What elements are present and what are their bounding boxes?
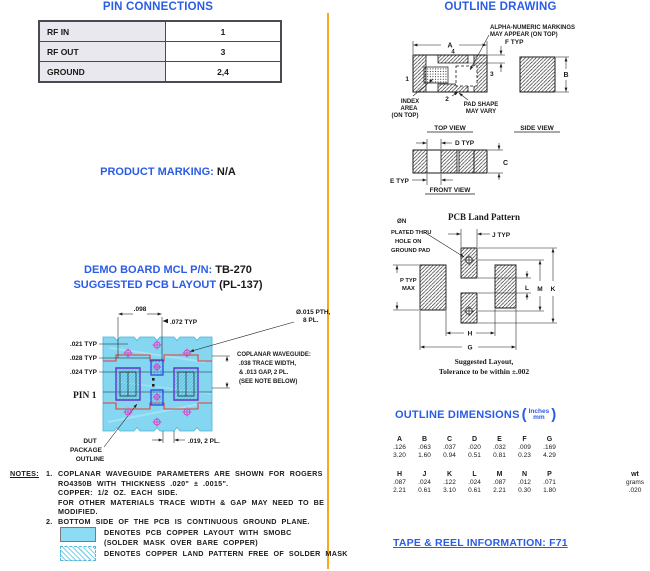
dimension-value: .020 (468, 444, 481, 451)
outline-dimensions-title (395, 408, 556, 422)
dimension-value: .009 (518, 444, 531, 451)
plated-thru-line3: GROUND PAD (391, 248, 431, 254)
plated-thru-line2: HOLE ON (395, 239, 422, 245)
pin-value: 3 (220, 46, 226, 57)
pad-shape-line2: MAY VARY (465, 109, 497, 115)
layout-caption-line1: Suggested Layout, (454, 357, 514, 366)
demo-board-line (35, 264, 301, 276)
dimension-value: 4.29 (543, 452, 556, 459)
pin1-label: PIN 1 (73, 391, 97, 401)
dimension-value: .012 (518, 479, 531, 486)
dimension-column (437, 471, 462, 495)
units-stack (529, 409, 550, 422)
pcb-layout-drawing (35, 303, 330, 465)
dimension-header: F (522, 436, 527, 443)
dimension-value: 3.20 (393, 452, 406, 459)
dim-m-label: M (537, 286, 543, 293)
dimension-value: .071 (543, 479, 556, 486)
dimension-value: grams (625, 479, 645, 486)
dimension-value: 0.61 (418, 487, 431, 494)
demo-board-value: TB-270 (215, 264, 252, 276)
table-row (40, 22, 280, 41)
dim-l-label: L (525, 285, 529, 292)
outline-drawing (390, 20, 650, 205)
dimensions-table-group2 (387, 471, 650, 495)
pin4-label: 4 (451, 49, 455, 56)
dia-n-label: ØN (397, 218, 407, 225)
coplanar-note-line3: & .013 GAP, 2 PL. (239, 370, 289, 376)
land-pattern-pads (420, 248, 516, 323)
legend-swatch-land-pattern (60, 546, 96, 561)
outline-drawing-title: OUTLINE DRAWING (444, 1, 557, 13)
suggested-pcb-label: SUGGESTED PCB LAYOUT (73, 279, 217, 291)
dimension-header: D (471, 436, 478, 443)
dimension-column (462, 436, 487, 460)
dim-098-label: .098 (133, 306, 147, 313)
dimension-header: K (446, 471, 453, 478)
product-marking-line (35, 166, 301, 178)
dimension-column (620, 471, 650, 495)
pin-label: RF OUT (40, 42, 166, 61)
pin-value: 1 (220, 26, 226, 37)
pin2-number: 2 (445, 96, 449, 103)
dimension-column (387, 436, 412, 460)
pin3-number: 3 (490, 71, 494, 78)
dimension-value: .063 (418, 444, 431, 451)
note1-line3: COPPER: 1/2 OZ. EACH SIDE. (58, 488, 178, 497)
dim-072-label: .072 TYP (170, 319, 198, 326)
dimension-header: G (546, 436, 553, 443)
dimension-column (387, 471, 412, 495)
dimension-header: C (446, 436, 453, 443)
dimension-value: .087 (393, 479, 406, 486)
suggested-pcb-value: (PL-137) (219, 279, 263, 291)
dimension-column (437, 436, 462, 460)
dimension-header: N (521, 471, 528, 478)
units-mm: mm (533, 414, 545, 421)
pin-value: 2,4 (217, 66, 229, 77)
dimension-value: 0.23 (518, 452, 531, 459)
dimension-value: .169 (543, 444, 556, 451)
dimension-header: E (497, 436, 502, 443)
dimensions-table-group1 (387, 436, 562, 460)
dimension-value: 0.81 (493, 452, 506, 459)
pin-label: RF IN (40, 22, 166, 41)
table-row (40, 41, 280, 61)
dim-k-label: K (550, 286, 556, 293)
dimension-header: wt (631, 471, 639, 478)
dimension-value: .032 (493, 444, 506, 451)
e-typ-label: E TYP (390, 178, 409, 185)
notes-label: NOTES: (10, 469, 39, 478)
dimension-column (512, 436, 537, 460)
note2-number: 2. (46, 516, 53, 526)
layout-caption-line2: Tolerance to be within ±.002 (438, 367, 530, 376)
dimension-header: A (396, 436, 403, 443)
dimension-column (412, 436, 437, 460)
dimension-column (487, 436, 512, 460)
dimension-column (537, 471, 562, 495)
dimension-value: 0.61 (468, 487, 481, 494)
index-area-line3: (ON TOP) (391, 113, 419, 119)
dim-b-label: B (563, 72, 569, 79)
dim-024-label: .024 TYP (69, 369, 97, 376)
dimension-value: .024 (468, 479, 481, 486)
dimension-value: 0.94 (443, 452, 456, 459)
land-pattern-title: PCB Land Pattern (448, 212, 520, 222)
open-paren: ( (521, 406, 527, 423)
dimension-value: .020 (628, 487, 642, 494)
table-row (40, 61, 280, 81)
side-view-drawing (514, 57, 569, 132)
units-inches: Inches (528, 407, 550, 415)
index-area-line1: INDEX (400, 99, 420, 105)
pth-note-line2: 8 PL. (303, 317, 319, 324)
dimension-value: 0.51 (468, 452, 481, 459)
dimension-value: .126 (393, 444, 406, 451)
side-view-label: SIDE VIEW (520, 125, 554, 132)
dimension-header: P (547, 471, 552, 478)
dimension-header: J (422, 471, 427, 478)
note2-text: BOTTOM SIDE OF THE PCB IS CONTINUOUS GROUND PLANE. (58, 516, 310, 526)
dut-label-line3: OUTLINE (75, 456, 105, 463)
dim-g-label: G (467, 344, 473, 352)
product-marking-label: PRODUCT MARKING: (100, 166, 214, 178)
legend-swatch-smobc (60, 527, 96, 542)
dim-019-label: .019, 2 PL. (188, 438, 220, 445)
legend2-text: DENOTES COPPER LAND PATTERN FREE OF SOLDER MASK (104, 549, 348, 558)
f-typ-label: F TYP (505, 39, 524, 46)
note1-line1: COPLANAR WAVEGUIDE PARAMETERS ARE SHOWN FOR ROGERS (58, 469, 323, 478)
pad-shape-line1: PAD SHAPE (463, 102, 499, 108)
dimension-value: 2.21 (493, 487, 506, 494)
dimension-value: 1.80 (543, 487, 556, 494)
dimension-value: .087 (493, 479, 506, 486)
dim-c-label: C (503, 160, 509, 167)
pin-connections-table (38, 20, 282, 83)
tape-reel-link[interactable]: TAPE & REEL INFORMATION: F71 (393, 537, 568, 549)
dimension-value: .122 (443, 479, 456, 486)
column-divider (327, 13, 329, 569)
note1-number: 1. (46, 469, 53, 478)
dimension-value: 2.21 (393, 487, 406, 494)
dim-h-label: H (467, 330, 473, 338)
legend1-line1: DENOTES PCB COPPER LAYOUT WITH SMOBC (104, 528, 292, 537)
dimension-value: 1.60 (418, 452, 431, 459)
note1-line5: MODIFIED. (58, 507, 98, 516)
outline-dimensions-title-text: OUTLINE DIMENSIONS (395, 409, 520, 421)
legend1-line2: (SOLDER MASK OVER BARE COPPER) (104, 537, 258, 547)
dimension-column (512, 471, 537, 495)
dut-label-line2: PACKAGE (69, 447, 103, 454)
dimension-header: L (472, 471, 477, 478)
p-max-label: MAX (402, 286, 415, 292)
pth-note-line1: Ø.015 PTH, (296, 309, 331, 316)
note1-line4: FOR OTHER MATERIALS TRACE WIDTH & GAP MAY NEED TO BE (58, 497, 325, 507)
note1-line2: RO4350B WITH THICKNESS .020" ± .0015". (58, 478, 229, 488)
dim-021-label: .021 TYP (69, 341, 97, 348)
pin-label: GROUND (40, 62, 166, 81)
dimension-column (412, 471, 437, 495)
demo-board-label: DEMO BOARD MCL P/N: (84, 264, 213, 276)
index-area-line2: AREA (400, 106, 418, 112)
d-typ-label: D TYP (455, 140, 475, 147)
j-typ-label: J TYP (492, 232, 511, 239)
suggested-pcb-line (35, 279, 301, 291)
plated-thru-line1: PLATED THRU (391, 230, 432, 236)
alpha-note-line2: MAY APPEAR (ON TOP) (490, 32, 558, 38)
dut-label-line1: DUT (83, 438, 97, 445)
dimension-value: 3.10 (443, 487, 456, 494)
dimension-column (462, 471, 487, 495)
dimension-header: M (496, 471, 503, 478)
dimension-header: B (421, 436, 428, 443)
dimension-value: 0.30 (518, 487, 531, 494)
pcb-land-pattern-drawing (390, 210, 590, 380)
coplanar-note-line2: .038 TRACE WIDTH, (239, 361, 297, 367)
pin-connections-title: PIN CONNECTIONS (102, 1, 214, 13)
dim-a-label: A (447, 42, 453, 50)
p-typ-label: P TYP (400, 278, 417, 284)
dimension-column (537, 436, 562, 460)
coplanar-note-line4: (SEE NOTE BELOW) (239, 379, 298, 385)
close-paren: ) (551, 406, 557, 423)
dimension-header: H (396, 471, 403, 478)
front-view-drawing (390, 139, 508, 194)
front-view-label: FRONT VIEW (429, 187, 471, 194)
dimension-column (487, 471, 512, 495)
top-view-label: TOP VIEW (434, 125, 466, 132)
product-marking-value: N/A (216, 166, 236, 178)
dimension-value: .024 (418, 479, 431, 486)
pin1-number: 1 (405, 76, 409, 83)
alpha-note-line1: ALPHA-NUMERIC MARKINGS (490, 25, 575, 31)
dimension-value: .037 (443, 444, 456, 451)
coplanar-note-line1: COPLANAR WAVEGUIDE: (237, 352, 311, 358)
dim-028-label: .028 TYP (69, 355, 97, 362)
